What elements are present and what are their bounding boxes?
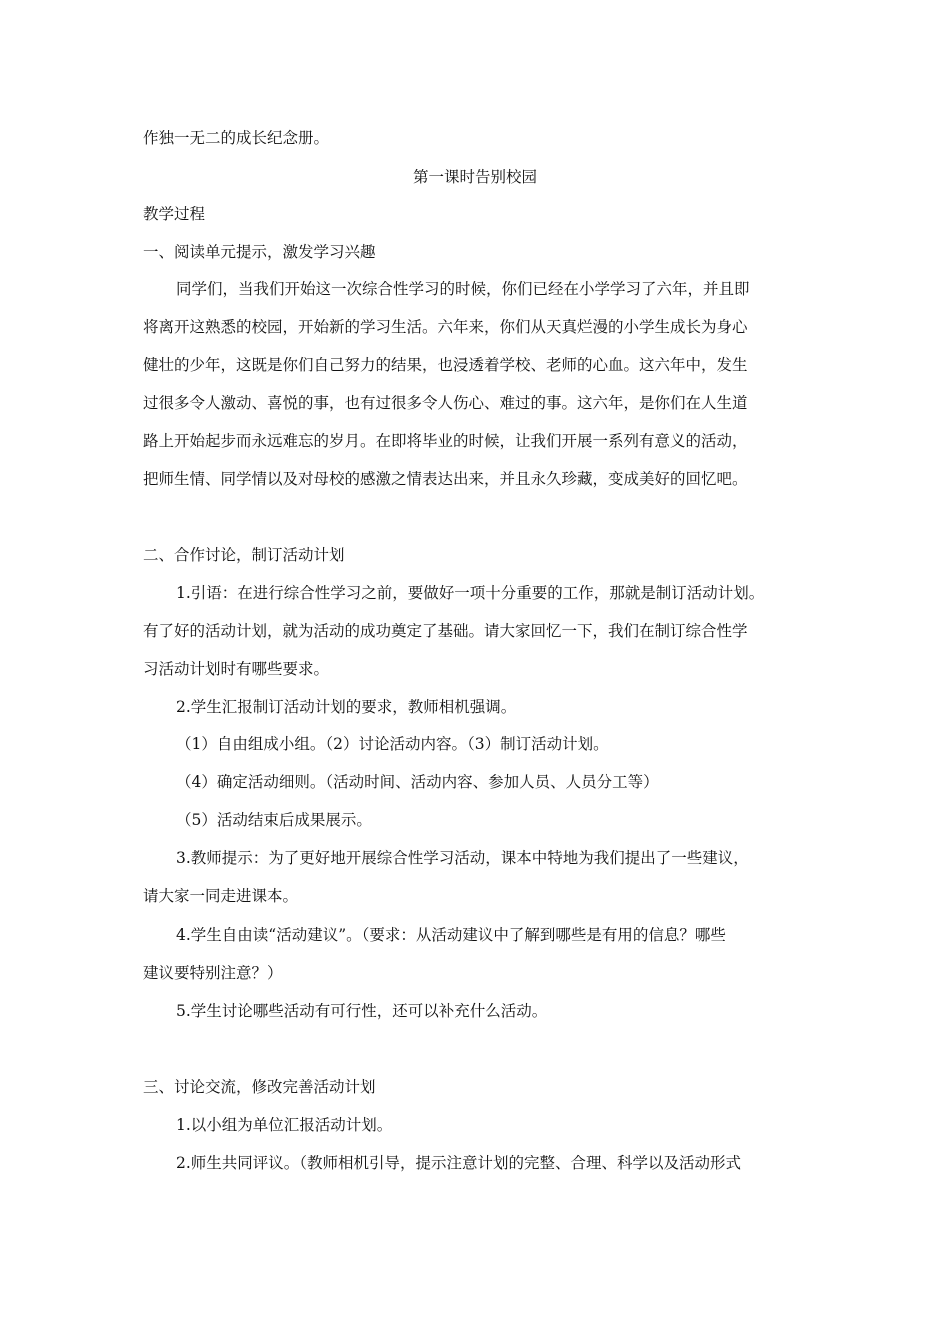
paragraph-line: 1.以小组为单位汇报活动计划。 — [176, 1116, 393, 1134]
list-item: （1）自由组成小组。（2）讨论活动内容。（3）制订活动计划。 — [176, 735, 609, 753]
paragraph-line: 过很多令人激动、喜悦的事，也有过很多令人伤心、难过的事。这六年，是你们在人生道 — [143, 394, 748, 412]
paragraph-line: 请大家一同走进课本。 — [143, 887, 299, 905]
paragraph-line: 5.学生讨论哪些活动有可行性，还可以补充什么活动。 — [176, 1002, 548, 1020]
paragraph-line: 有了好的活动计划，就为活动的成功奠定了基础。请大家回忆一下，我们在制订综合性学 — [143, 622, 748, 640]
paragraph-line: 将离开这熟悉的校园，开始新的学习生活。六年来，你们从天真烂漫的小学生成长为身心 — [143, 318, 748, 336]
section-heading: 三、讨论交流，修改完善活动计划 — [143, 1078, 376, 1096]
paragraph-line: 3.教师提示：为了更好地开展综合性学习活动，课本中特地为我们提出了一些建议， — [176, 849, 749, 867]
paragraph-line: 同学们，当我们开始这一次综合性学习的时候，你们已经在小学学习了六年，并且即 — [176, 280, 750, 298]
paragraph-line: 建议要特别注意？） — [143, 964, 283, 982]
lesson-title: 第一课时告别校园 — [412, 168, 537, 186]
paragraph-line: 1.引语：在进行综合性学习之前，要做好一项十分重要的工作，那就是制订活动计划。 — [176, 584, 765, 602]
paragraph-line: 路上开始起步而永远难忘的岁月。在即将毕业的时候，让我们开展一系列有意义的活动， — [143, 432, 748, 450]
paragraph-line: 习活动计划时有哪些要求。 — [143, 660, 330, 678]
list-item: （5）活动结束后成果展示。 — [176, 811, 372, 829]
paragraph-line: 把师生情、同学情以及对母校的感激之情表达出来，并且永久珍藏，变成美好的回忆吧。 — [143, 470, 748, 488]
section-heading: 教学过程 — [143, 205, 206, 223]
text-line: 作独一无二的成长纪念册。 — [143, 129, 330, 147]
section-heading: 二、合作讨论，制订活动计划 — [143, 546, 345, 564]
paragraph-line: 2.师生共同评议。（教师相机引导，提示注意计划的完整、合理、科学以及活动形式 — [176, 1154, 742, 1172]
paragraph-line: 4.学生自由读“活动建议”。（要求：从活动建议中了解到哪些是有用的信息？哪些 — [176, 926, 726, 944]
paragraph-line: 2.学生汇报制订活动计划的要求，教师相机强调。 — [176, 698, 517, 716]
paragraph-line: 健壮的少年，这既是你们自己努力的结果，也浸透着学校、老师的心血。这六年中，发生 — [143, 356, 748, 374]
list-item: （4）确定活动细则。（活动时间、活动内容、参加人员、人员分工等） — [176, 773, 659, 791]
section-heading: 一、阅读单元提示，激发学习兴趣 — [143, 243, 376, 261]
